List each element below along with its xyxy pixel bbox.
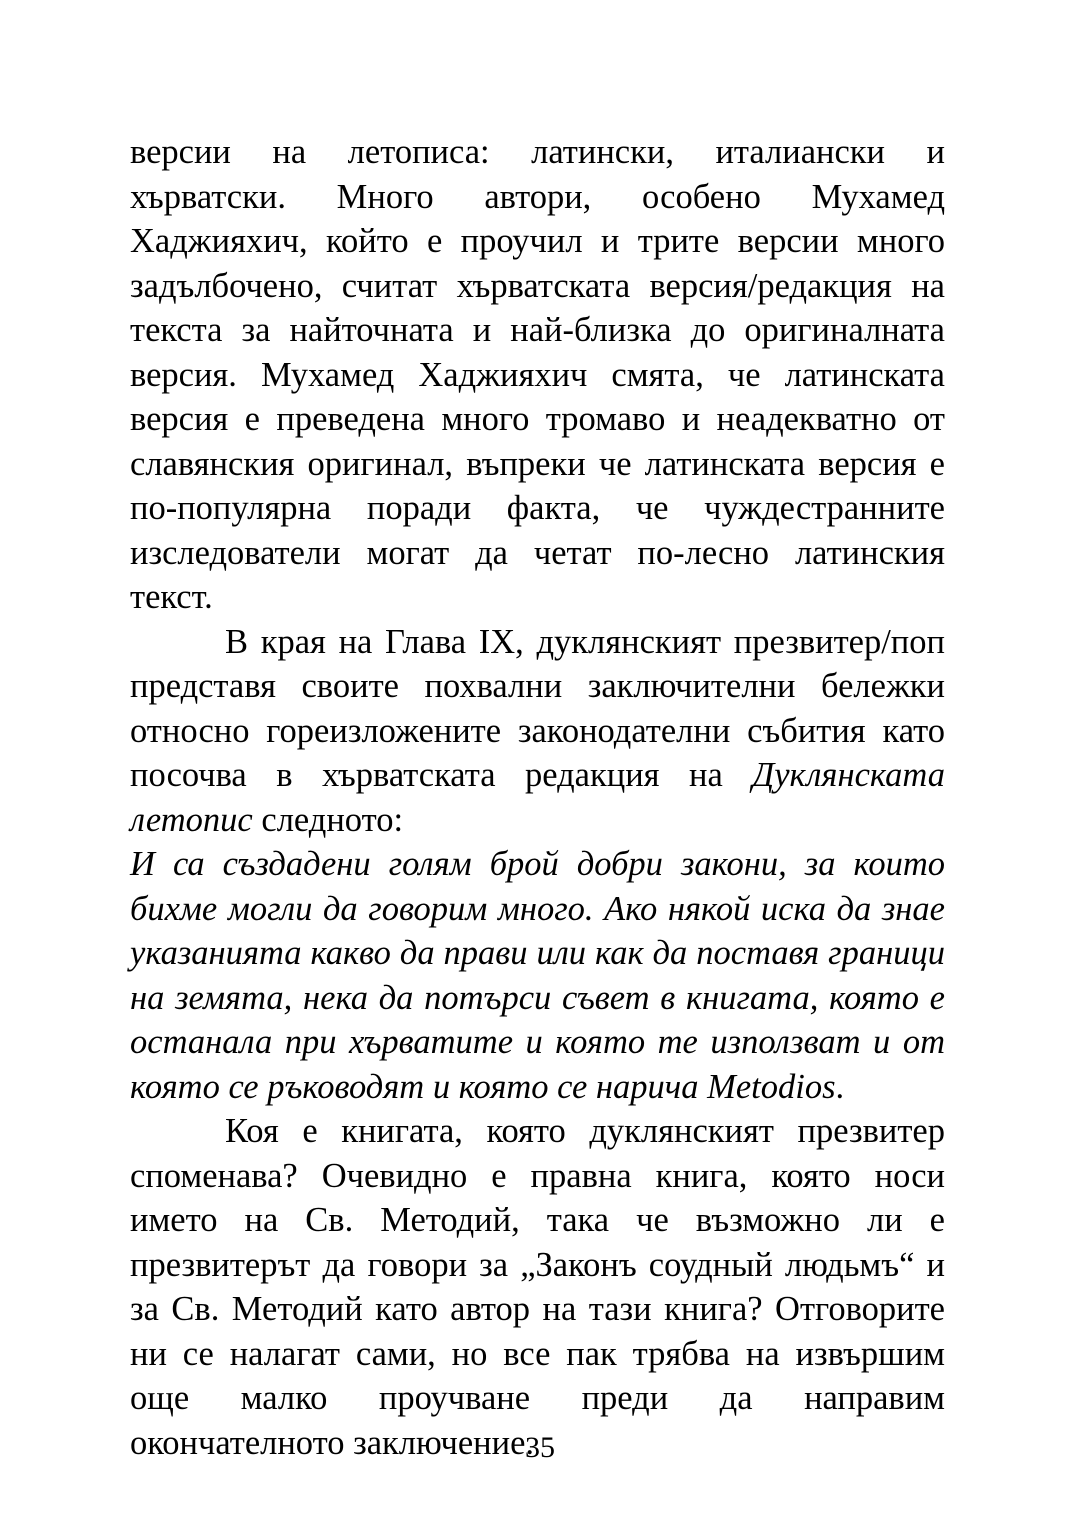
paragraph-3: Коя е книгата, която дуклянският презвитер споменава? Очевидно е правна книга, която носи името на Св. Методий, така че възможно ли е презвитерът да говори за „Законъ соудный людьмъ“ и за Св. Методий като автор на тази книга? Отговорите ни се налагат сами, но все пак трябва на извършим още малко проучване преди да направим окончателното заключение.: [130, 1112, 945, 1462]
chronicle-title: Дуклянската летопис: [130, 756, 945, 839]
paragraph-1: версии на летописа: латински, италиански и хърватски. Много автори, особено Мухамед Хаджияхич, който е проучил и трите версии много задълбочено, считат хърватската версия/редакция на текста за найточната и най-близка до оригиналната версия. Мухамед Хаджияхич смята, че латинската версия е преведена много тромаво и неадекватно от славянския оригинал, въпреки че латинската версия е по-популярна поради факта, че чуждестранните изследователи могат да четат по-лесно латинския текст.: [130, 133, 945, 616]
paragraph-2-text: В края на Глава IX, дуклянският презвитер/поп представя своите похвални заключителни бележки относно гореизложените законодателни събития като посочва в хърватската редакция на: [130, 622, 945, 794]
chronicle-quote: [130, 842, 945, 1109]
page-body: [130, 130, 945, 1465]
paragraph-2-tail: следното:: [252, 800, 404, 839]
chronicle-quote-text: И са създадени голям брой добри закони, за които бихме могли да говорим много. Ако някой иска да знае указанията какво да прави или как да поставя граници на земята, нека да потърси съвет в книгата, която е останала при хърватите и която те използват и от която се ръководят и която се нарича Metodios: [130, 845, 945, 1106]
paragraph-2: [130, 620, 945, 843]
chronicle-quote-end: .: [835, 1067, 845, 1106]
page-number: 35: [525, 1431, 555, 1464]
